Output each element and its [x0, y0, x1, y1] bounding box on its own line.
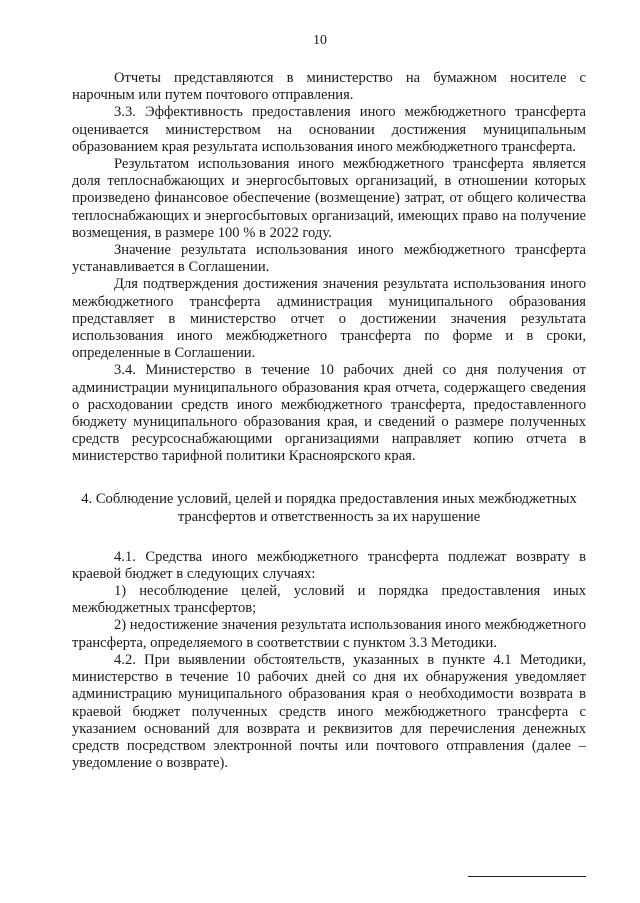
page-number: 10 [313, 33, 327, 48]
section-heading-line-2: трансфертов и ответственность за их нарушение [177, 508, 481, 525]
section-heading [72, 490, 586, 526]
paragraph: Отчеты представляются в министерство на бумажном носителе с нарочным или путем почтового отправления. [72, 70, 586, 104]
paragraph: Результатом использования иного межбюджетного трансферта является доля теплоснабжающих и энергосбытовых организаций, в отношении которых произведено финансовое обеспечение (возмещение) затрат, от общего количества теплоснабжающих и энергосбытовых организаций, имеющих право на получение возмещения, в размере 100 % в 2022 году. [72, 156, 586, 241]
paragraph: Значение результата использования иного межбюджетного трансферта устанавливается в Соглашении. [72, 242, 586, 276]
paragraph: 4.1. Средства иного межбюджетного трансферта подлежат возврату в краевой бюджет в следующих случаях: [72, 548, 586, 582]
section-heading-line-1: 4. Соблюдение условий, целей и порядка предоставления иных межбюджетных [81, 490, 577, 507]
document-body [72, 70, 586, 772]
footer-divider [468, 876, 586, 877]
paragraph: Для подтверждения достижения значения результата использования иного межбюджетного трансферта администрация муниципального образования представляет в министерство отчет о достижении значения результата использования иного межбюджетного трансферта по форме и в сроки, определенные в Соглашении. [72, 276, 586, 362]
paragraph: 3.3. Эффективность предоставления иного межбюджетного трансферта оценивается министерством на основании достижения муниципальным образованием края результата использования иного межбюджетного трансферта. [72, 104, 586, 155]
paragraph: 1) несоблюдение целей, условий и порядка предоставления иных межбюджетных трансфертов; [72, 583, 586, 617]
paragraph: 4.2. При выявлении обстоятельств, указанных в пункте 4.1 Методики, министерство в течение 10 рабочих дней со дня их обнаружения уведомляет администрацию муниципального образования края о необходимости возврата в краевой бюджет полученных средств иного межбюджетного трансферта с указанием оснований для возврата и реквизитов для перечисления денежных средств посредством электронной почты или почтового отправления (далее – уведомление о возврате). [72, 651, 586, 772]
paragraph: 3.4. Министерство в течение 10 рабочих дней со дня получения от администрации муниципального образования края отчета, содержащего сведения о расходовании средств иного межбюджетного трансферта, предоставленного бюджету муниципального образования края, и сведений о размере полученных средств ресурсоснабжающими организациями направляет копию отчета в министерство тарифной политики Красноярского края. [72, 362, 586, 465]
paragraph: 2) недостижение значения результата использования иного межбюджетного трансферта, определяемого в соответствии с пунктом 3.3 Методики. [72, 617, 586, 651]
